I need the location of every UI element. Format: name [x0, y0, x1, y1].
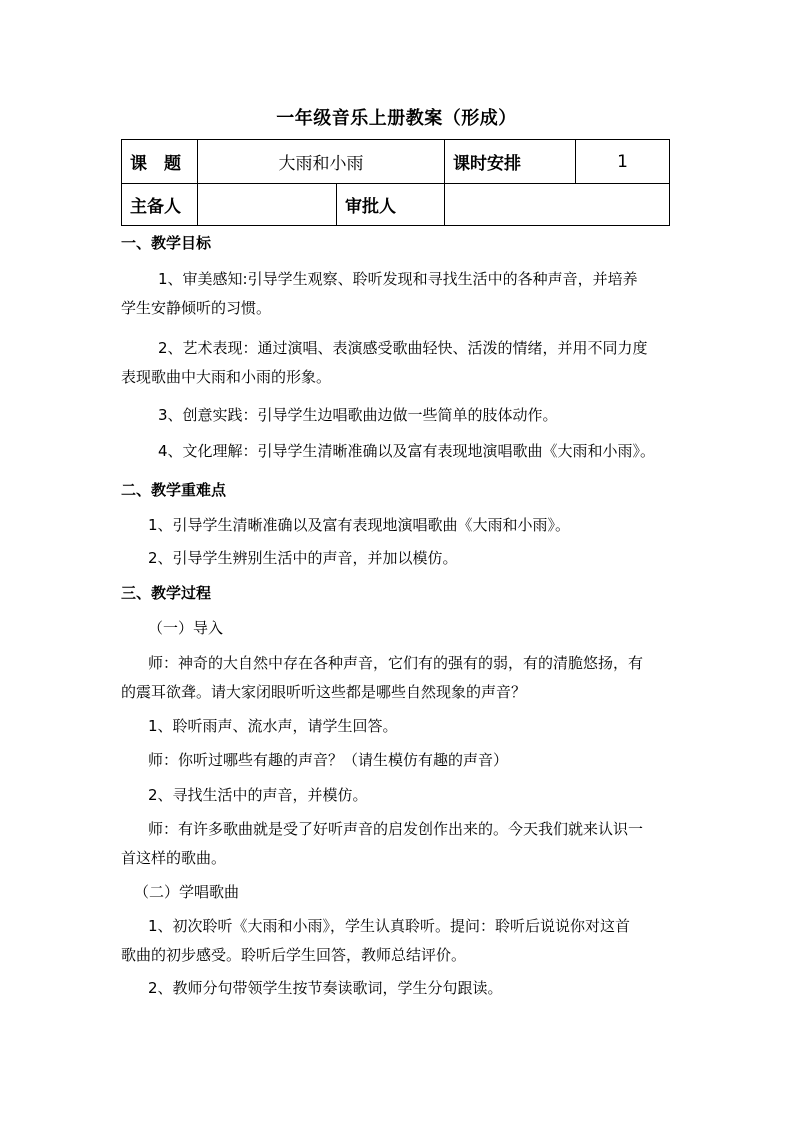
process-paragraph-1-line-2: 的震耳欲聋。请大家闭眼听听这些都是哪些自然现象的声音？: [121, 683, 527, 701]
approver-value: [445, 184, 670, 226]
lesson-info-table: [121, 139, 670, 226]
process-paragraph-4: 2、寻找生活中的声音，并模仿。: [148, 786, 368, 804]
process-paragraph-5-line-1: 师：有许多歌曲就是受了好听声音的启发创作出来的。今天我们就来认识一: [148, 820, 644, 838]
topic-value: 大雨和小雨: [198, 140, 445, 184]
key-point-2: 2、引导学生辨别生活中的声音，并加以模仿。: [148, 549, 458, 567]
info-row-topic: [122, 140, 670, 184]
process-paragraph-5-line-2: 首这样的歌曲。: [121, 849, 227, 867]
goal-2-line-1: 2、艺术表现：通过演唱、表演感受歌曲轻快、活泼的情绪，并用不同力度: [158, 339, 648, 357]
section-heading-key-points: 二、教学重难点: [121, 481, 227, 499]
key-point-1: 1、引导学生清晰准确以及富有表现地演唱歌曲《大雨和小雨》。: [148, 516, 571, 534]
schedule-value: 1: [576, 140, 670, 184]
schedule-label: 课时安排: [445, 140, 576, 184]
topic-label: 课 题: [122, 140, 198, 184]
process-part-2-heading: （二）学唱歌曲: [134, 883, 240, 901]
process-paragraph-7: 2、教师分句带领学生按节奏读歌词，学生分句跟读。: [148, 979, 503, 997]
goal-2-line-2: 表现歌曲中大雨和小雨的形象。: [121, 368, 332, 386]
section-heading-goals: 一、教学目标: [121, 234, 212, 252]
info-row-preparer: [122, 184, 670, 226]
preparer-value: [198, 184, 337, 226]
process-paragraph-2: 1、聆听雨声、流水声，请学生回答。: [148, 717, 398, 735]
approver-label: 审批人: [337, 184, 445, 226]
goal-1-line-1: 1、审美感知:引导学生观察、聆听发现和寻找生活中的各种声音，并培养: [158, 270, 638, 288]
process-part-1-heading: （一）导入: [148, 619, 224, 637]
process-paragraph-1-line-1: 师：神奇的大自然中存在各种声音，它们有的强有的弱，有的清脆悠扬，有: [148, 654, 644, 672]
section-heading-process: 三、教学过程: [121, 584, 212, 602]
preparer-label: 主备人: [122, 184, 198, 226]
document-title: 一年级音乐上册教案（形成）: [276, 108, 517, 129]
process-paragraph-6-line-1: 1、初次聆听《大雨和小雨》，学生认真聆听。提问：聆听后说说你对这首: [148, 917, 631, 935]
process-paragraph-3: 师：你听过哪些有趣的声音？（请生模仿有趣的声音）: [148, 751, 509, 769]
goal-4: 4、文化理解：引导学生清晰准确以及富有表现地演唱歌曲《大雨和小雨》。: [158, 442, 656, 460]
goal-3: 3、创意实践：引导学生边唱歌曲边做一些简单的肢体动作。: [158, 406, 558, 424]
goal-1-line-2: 学生安静倾听的习惯。: [121, 299, 272, 317]
process-paragraph-6-line-2: 歌曲的初步感受。聆听后学生回答，教师总结评价。: [121, 946, 467, 964]
